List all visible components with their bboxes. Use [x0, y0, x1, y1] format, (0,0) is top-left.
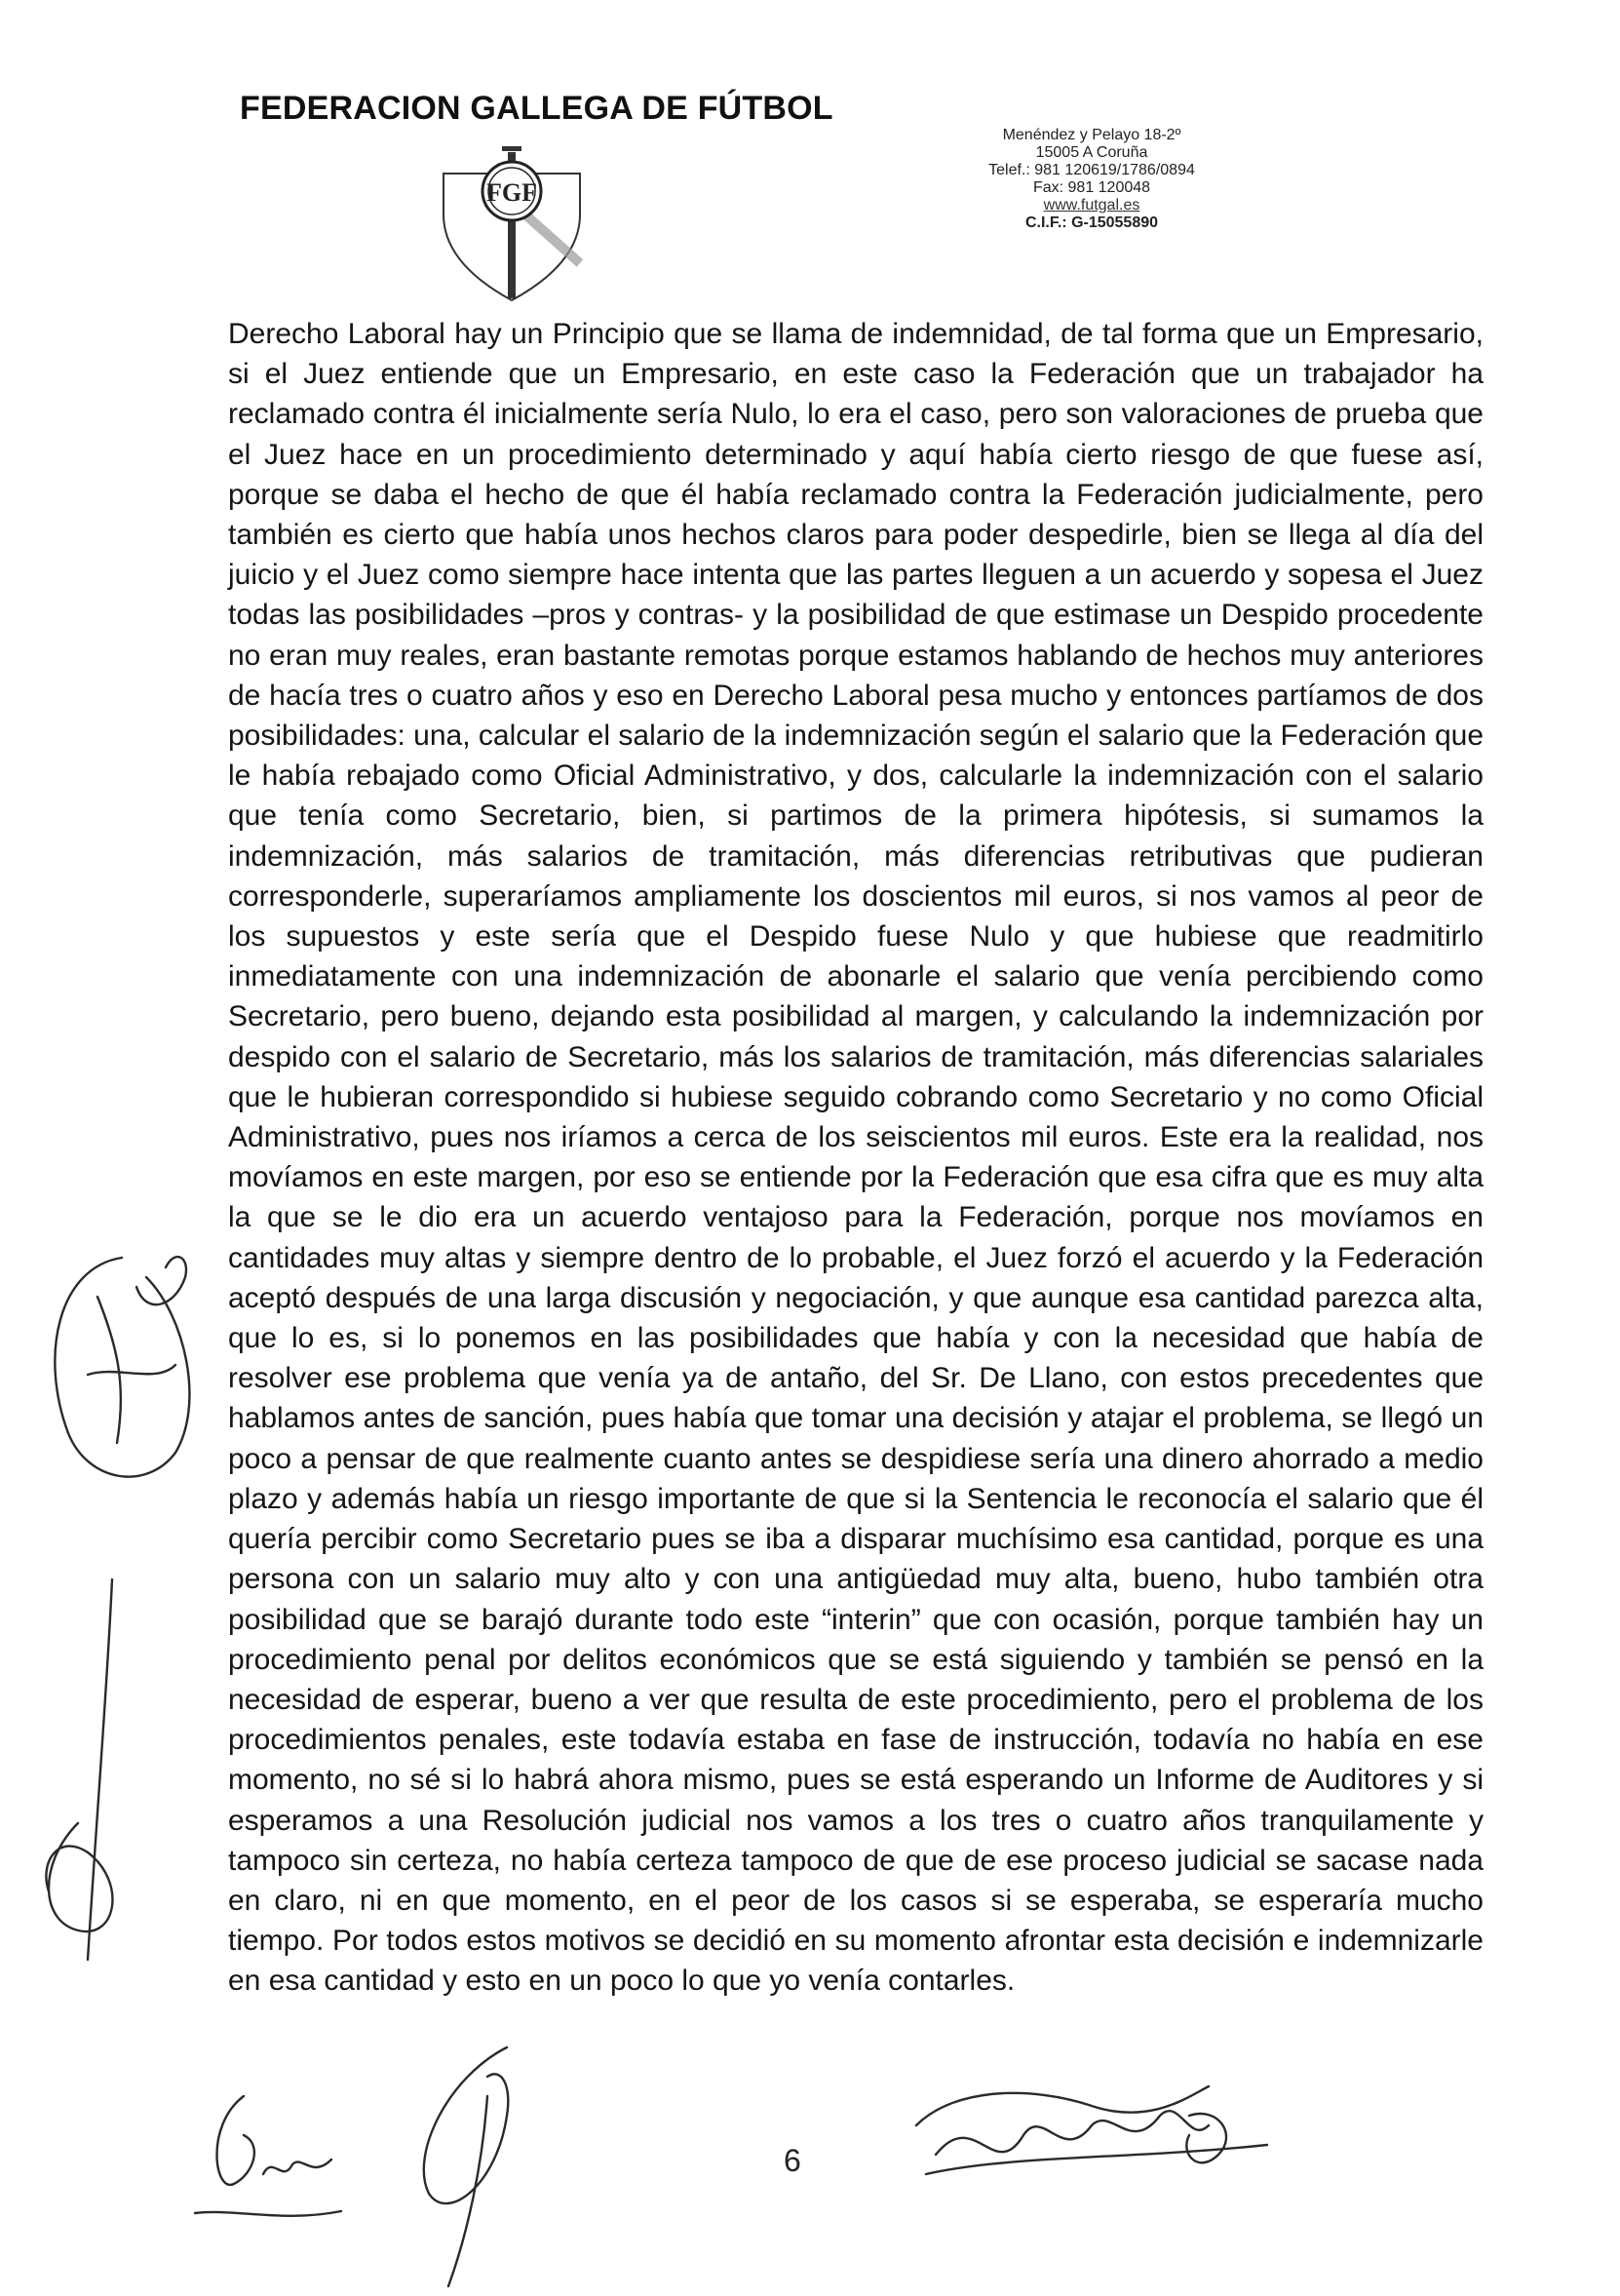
contact-cif: C.I.F.: G-15055890 [1024, 214, 1159, 231]
initials-signature-middle-icon [390, 2038, 556, 2291]
contact-website-link[interactable]: www.futgal.es [1043, 197, 1140, 214]
contact-block [945, 127, 1238, 232]
fgf-shield-logo-icon [434, 146, 590, 302]
contact-phone: Telef.: 981 120619/1786/0894 [988, 162, 1195, 178]
page-number: 6 [784, 2143, 801, 2178]
margin-signature-bottom-icon [19, 1570, 136, 1979]
contact-fax: Fax: 981 120048 [1032, 179, 1151, 196]
contact-address: Menéndez y Pelayo 18-2º [1002, 127, 1181, 143]
federation-name: FEDERACION GALLEGA DE FÚTBOL [240, 90, 833, 127]
contact-city: 15005 A Coruña [1035, 144, 1148, 161]
margin-signature-top-icon [29, 1238, 214, 1511]
signature-right-icon [897, 2067, 1287, 2194]
initials-signature-left-icon [175, 2086, 361, 2233]
svg-text:FGF: FGF [486, 178, 537, 207]
transcript-paragraph: Derecho Laboral hay un Principio que se llama de indemnidad, de tal forma que un Empresario, si el Juez entiende que un Empresario, en este caso la Federación que un trabajador ha reclamado contra él inicialmente sería Nulo, lo era el caso, pero son valoraciones de prueba que el Juez hace en un procedimiento determinado y aquí había cierto riesgo de que fuese así, porque se daba el hecho de que él había reclamado contra la Federación judicialmente, pero también es cierto que había unos hechos claros para poder despedirle, bien se llega al día del juicio y el Juez como siempre hace intenta que las partes lleguen a un acuerdo y sopesa el Juez todas las posibilidades –pros y contras- y la posibilidad de que estimase un Despido procedente no eran muy reales, eran bastante remotas porque estamos hablando de hechos muy anteriores de hacía tres o cuatro años y eso en Derecho Laboral pesa mucho y entonces partíamos de dos posibilidades: una, calcular el salario de la indemnización según el salario que la Federación que le había rebajado como Oficial Administrativo, y dos, calcularle la indemnización con el salario que tenía como Secretario, bien, si partimos de la primera hipótesis, si sumamos la indemnización, más salarios de tramitación, más diferencias retributivas que pudieran corresponderle, superaríamos ampliamente los doscientos mil euros, si nos vamos al peor de los supuestos y este sería que el Despido fuese Nulo y que hubiese que readmitirlo inmediatamente con una indemnización de abonarle el salario que venía percibiendo como Secretario, pero bueno, dejando esta posibilidad al margen, y calculando la indemnización por despido con el salario de Secretario, más los salarios de tramitación, más diferencias salariales que le hubieran correspondido si hubiese seguido cobrando como Secretario y no como Oficial Administrativo, pues nos iríamos a cerca de los seiscientos mil euros. Este era la realidad, nos movíamos en este margen, por eso se entiende por la Federación que esa cifra que es muy alta la que se le dio era un acuerdo ventajoso para la Federación, porque nos movíamos en cantidades muy altas y siempre dentro de lo probable, el Juez forzó el acuerdo y la Federación aceptó después de una larga discusión y negociación, y que aunque esa cantidad parezca alta, que lo es, si lo ponemos en las posibilidades que había y con la necesidad que había de resolver ese problema que venía ya de antaño, del Sr. De Llano, con estos precedentes que hablamos antes de sanción, pues había que tomar una decisión y atajar el problema, se llegó un poco a pensar de que realmente cuanto antes se despidiese sería una dinero ahorrado a medio plazo y además había un riesgo importante de que si la Sentencia le reconocía el salario que él quería percibir como Secretario pues se iba a disparar muchísimo esa cantidad, porque es una persona con un salario muy alto y con una antigüedad muy alta, bueno, hubo también otra posibilidad que se barajó durante todo este “interin” que con ocasión, porque también hay un procedimiento penal por delitos económicos que se está siguiendo y también se pensó en la necesidad de esperar, bueno a ver que resulta de este procedimiento, pero el problema de los procedimientos penales, este todavía estaba en fase de instrucción, todavía no había en ese momento, no sé si lo habrá ahora mismo, pues se está esperando un Informe de Auditores y si esperamos a una Resolución judicial nos vamos a los tres o cuatro años tranquilamente y tampoco sin certeza, no había certeza tampoco de que de ese proceso judicial se sacase nada en claro, ni en que momento, en el peor de los casos si se esperaba, se esperaría mucho tiempo. Por todos estos motivos se decidió en su momento afrontar esta decisión e indemnizarle en esa cantidad y esto en un poco lo que yo venía contarles. [228, 318, 1484, 1998]
